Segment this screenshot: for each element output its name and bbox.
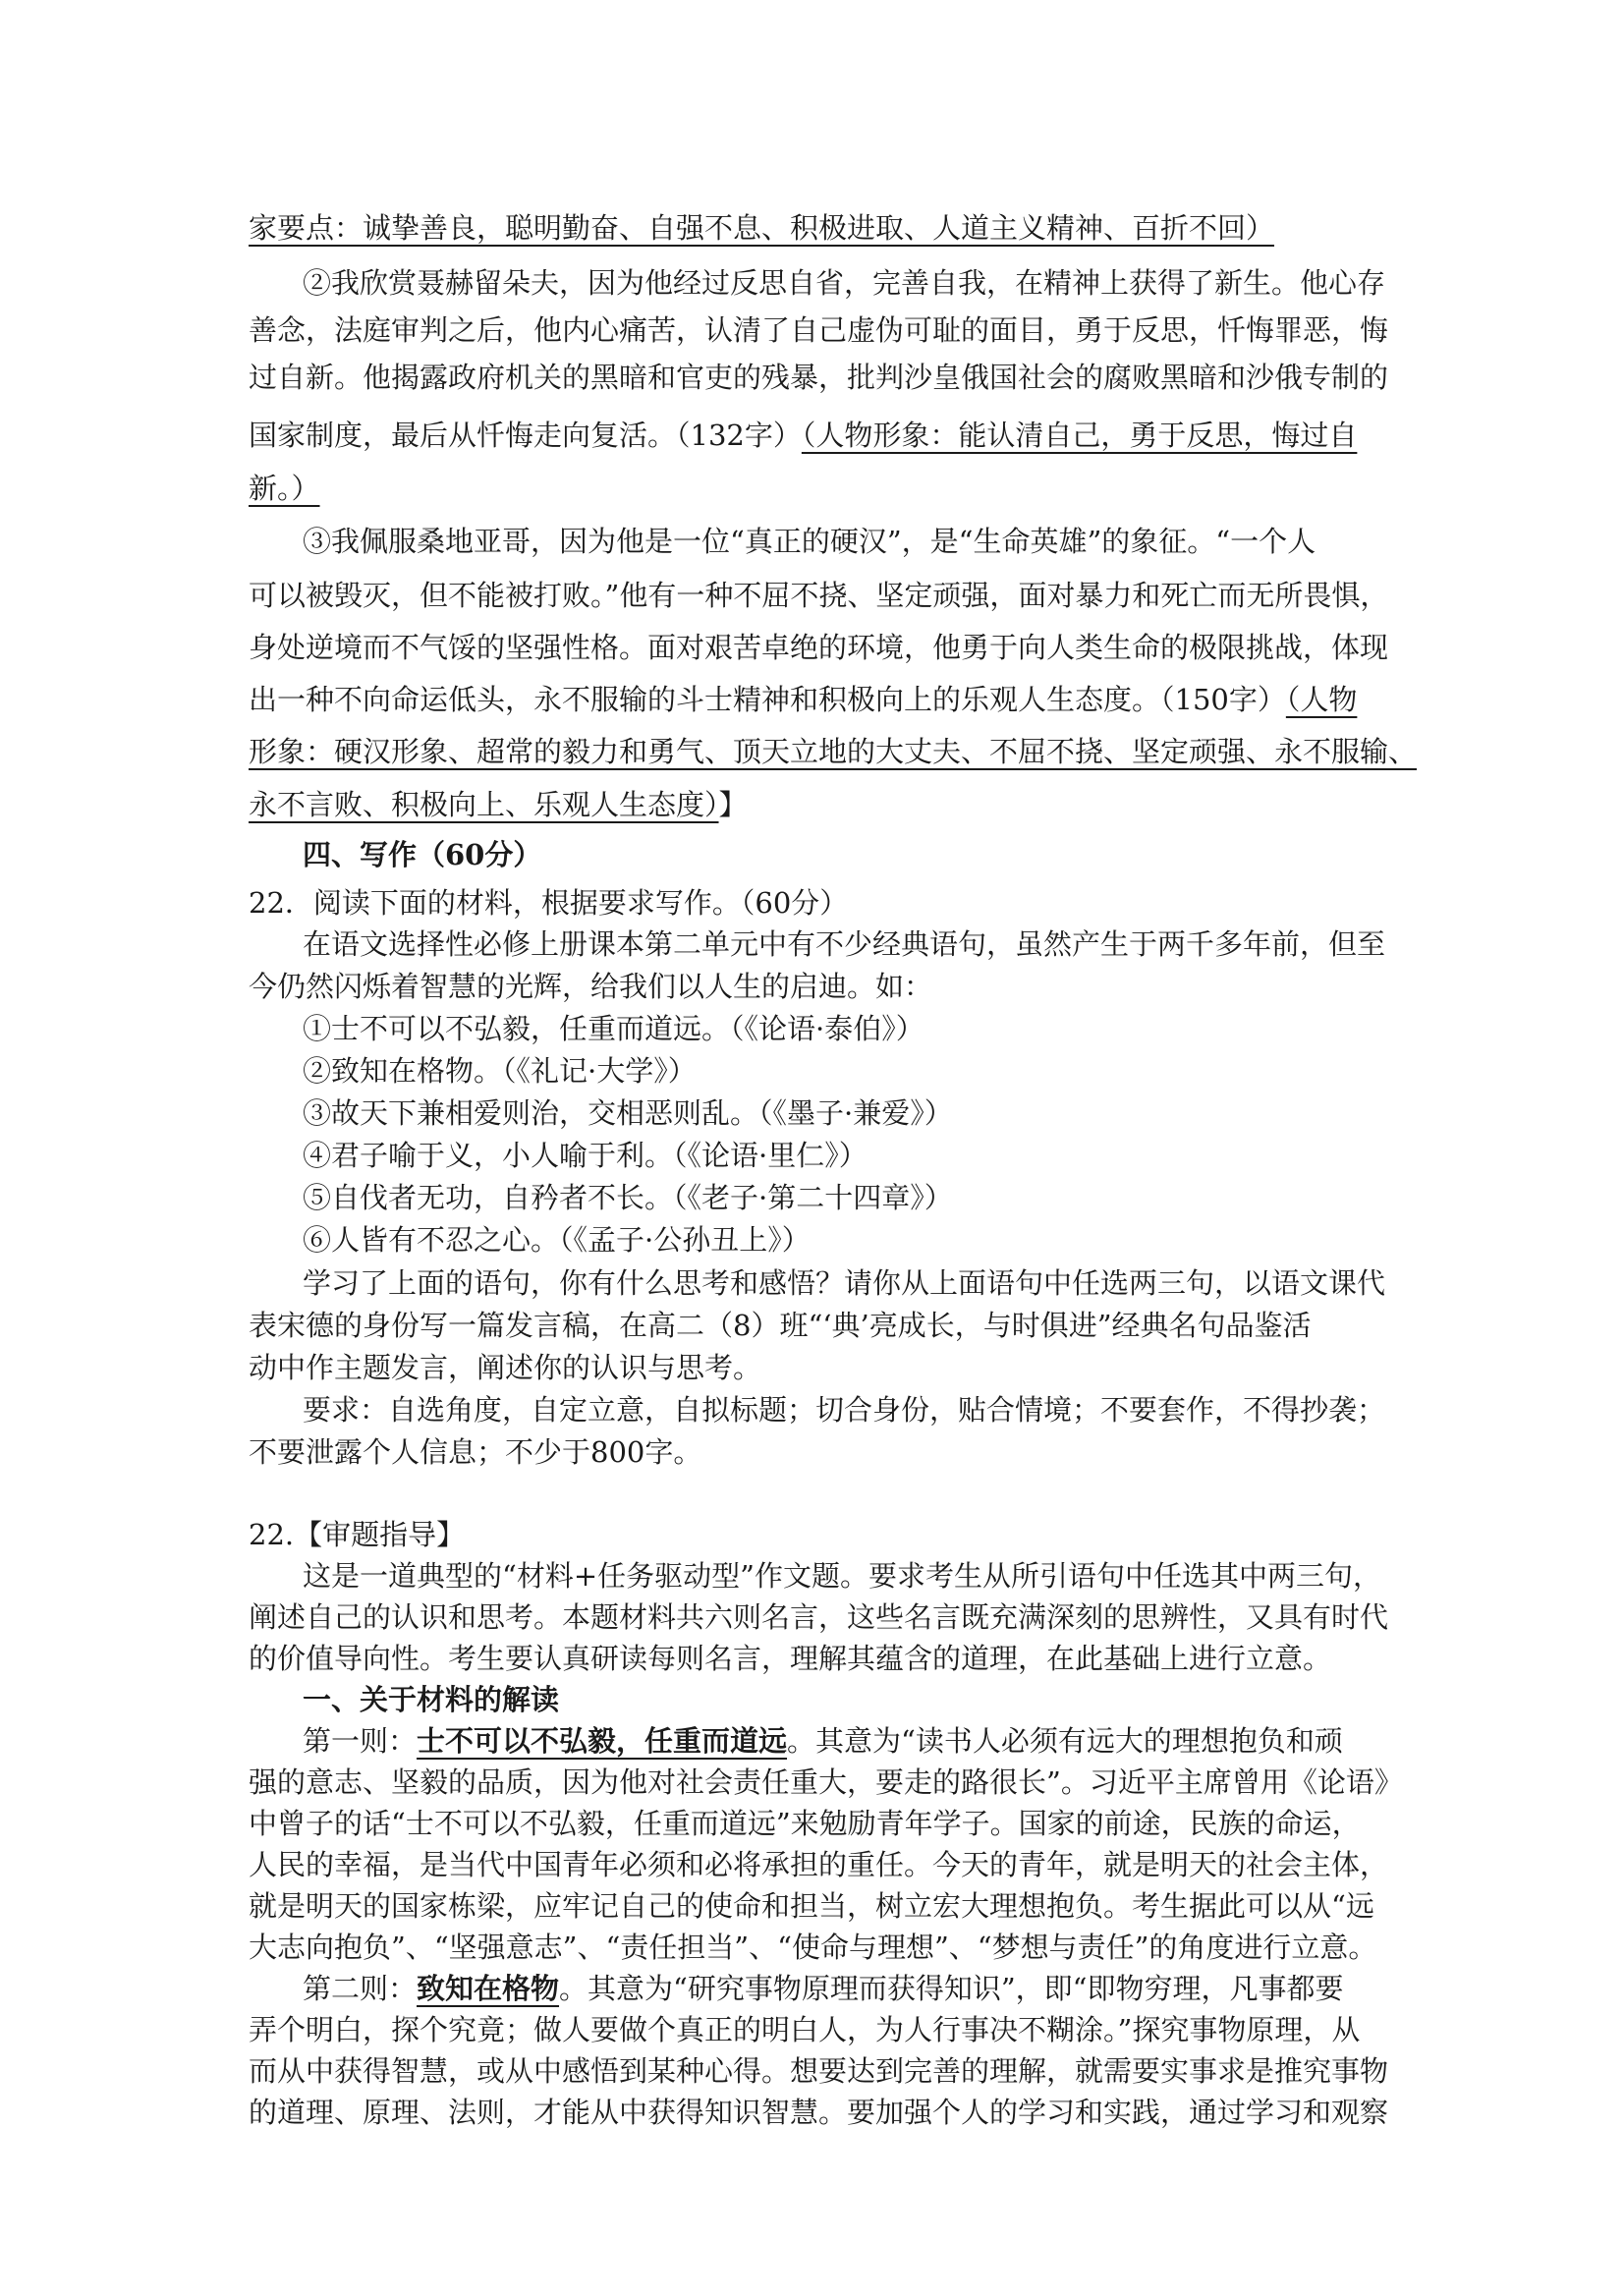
key-phrase: 致知在格物 — [417, 1972, 560, 2005]
underlined-span: （人物 — [1285, 683, 1358, 716]
text-span: 。其意为“研究事物原理而获得知识”，即“即物穷理，凡事都要 — [559, 1972, 1344, 2005]
text-line — [249, 416, 1357, 455]
text-line: 阐述自己的认识和思考。本题材料共六则名言，这些名言既充满深刻的思辨性，又具有时代 — [249, 1600, 1389, 1634]
text-line: 中曾子的话“士不可以不弘毅，任重而道远”来勉励青年学子。国家的前途，民族的命运， — [249, 1807, 1361, 1840]
text-line — [249, 680, 1357, 719]
text-line: 强的意志、坚毅的品质，因为他对社会责任重大，要走的路很长”。习近平主席曾用《论语》 — [249, 1765, 1403, 1799]
text-line: 表宋德的身份写一篇发言稿，在高二（8）班“‘典’亮成长，与时俱进”经典名句品鉴活 — [249, 1309, 1312, 1342]
question-title: 22．阅读下面的材料，根据要求写作。（60分） — [249, 886, 849, 920]
answer-heading: 22.【审题指导】 — [249, 1518, 466, 1551]
text-line: 学习了上面的语句，你有什么思考和感悟？请你从上面语句中任选两三句，以语文课代 — [303, 1266, 1386, 1300]
text-line: 动中作主题发言，阐述你的认识与思考。 — [249, 1351, 762, 1384]
text-line: 的道理、原理、法则，才能从中获得知识智慧。要加强个人的学习和实践，通过学习和观察 — [249, 2096, 1389, 2129]
text-line: 善念，法庭审判之后，他内心痛苦，认清了自己虚伪可耻的面目，勇于反思，忏悔罪恶，悔 — [249, 313, 1389, 347]
text-line: 大志向抱负”、“坚强意志”、“责任担当”、“使命与理想”、“梦想与责任”的角度进行立意。 — [249, 1931, 1377, 1964]
subsection-heading: 一、关于材料的解读 — [303, 1683, 560, 1716]
text-line: 新。） — [249, 472, 320, 505]
text-span: 第二则： — [303, 1972, 418, 2005]
text-line: 弄个明白，探个究竟；做人要做个真正的明白人，为人行事决不糊涂。”探究事物原理，从 — [249, 2013, 1361, 2046]
text-span: 第一则： — [303, 1724, 418, 1758]
text-line: ③我佩服桑地亚哥，因为他是一位“真正的硬汉”，是“生命英雄”的象征。“一个人 — [303, 525, 1316, 558]
text-line — [303, 1969, 1344, 2008]
bracket-end: 】 — [718, 788, 748, 821]
text-line: 要求：自选角度，自定立意，自拟标题；切合身份，贴合情境；不要套作，不得抄袭； — [303, 1393, 1386, 1427]
text-span: 。其意为“读书人必须有远大的理想抱负和顽 — [787, 1724, 1343, 1758]
text-line: 这是一道典型的“材料+任务驱动型”作文题。要求考生从所引语句中任选其中两三句， — [303, 1559, 1381, 1593]
quote-line: ⑤自伐者无功，自矜者不长。（《老子·第二十四章》） — [303, 1181, 953, 1214]
text-line: 就是明天的国家栋梁，应牢记自己的使命和担当，树立宏大理想抱负。考生据此可以从“远 — [249, 1889, 1374, 1923]
text-line — [249, 785, 748, 824]
quote-line: ⑥人皆有不忍之心。（《孟子·公孙丑上》） — [303, 1223, 811, 1257]
text-span: 出一种不向命运低头，永不服输的斗士精神和积极向上的乐观人生态度。（150字） — [249, 683, 1286, 716]
underlined-span: 永不言败、积极向上、乐观人生态度） — [249, 788, 719, 821]
section-heading: 四、写作（60分） — [303, 838, 542, 871]
text-line: 过自新。他揭露政府机关的黑暗和官吏的残暴，批判沙皇俄国社会的腐败黑暗和沙俄专制的 — [249, 361, 1389, 394]
quote-line: ②致知在格物。（《礼记·大学》） — [303, 1054, 697, 1088]
text-line: 今仍然闪烁着智慧的光辉，给我们以人生的启迪。如： — [249, 970, 933, 1003]
text-line: 在语文选择性必修上册课本第二单元中有不少经典语句，虽然产生于两千多年前，但至 — [303, 927, 1386, 961]
text-line: 形象：硬汉形象、超常的毅力和勇气、顶天立地的大丈夫、不屈不挠、坚定顽强、永不服输、 — [249, 735, 1418, 768]
quote-line: ④君子喻于义，小人喻于利。（《论语·里仁》） — [303, 1139, 868, 1172]
text-line: 不要泄露个人信息；不少于800字。 — [249, 1435, 702, 1469]
quote-line: ①士不可以不弘毅，任重而道远。（《论语·泰伯》） — [303, 1012, 924, 1045]
quote-line: ③故天下兼相爱则治，交相恶则乱。（《墨子·兼爱》） — [303, 1096, 953, 1130]
underlined-span: （人物形象：能认清自己，勇于反思，悔过自 — [801, 419, 1358, 452]
text-line: 可以被毁灭，但不能被打败。”他有一种不屈不挠、坚定顽强，面对暴力和死亡而无所畏惧， — [249, 579, 1389, 612]
text-line: 身处逆境而不气馁的坚强性格。面对艰苦卓绝的环境，他勇于向人类生命的极限挑战，体现 — [249, 631, 1389, 664]
text-line: 而从中获得智慧，或从中感悟到某种心得。想要达到完善的理解，就需要实事求是推究事物 — [249, 2054, 1389, 2088]
text-line: 人民的幸福，是当代中国青年必须和必将承担的重任。今天的青年，就是明天的社会主体， — [249, 1848, 1389, 1881]
text-line: ②我欣赏聂赫留朵夫，因为他经过反思自省，完善自我，在精神上获得了新生。他心存 — [303, 266, 1386, 300]
key-phrase: 士不可以不弘毅，任重而道远 — [417, 1724, 788, 1758]
text-span: 国家制度，最后从忏悔走向复活。（132字） — [249, 419, 802, 452]
text-line — [303, 1721, 1343, 1761]
text-line: 家要点：诚挚善良，聪明勤奋、自强不息、积极进取、人道主义精神、百折不回） — [249, 211, 1275, 245]
text-line: 的价值导向性。考生要认真研读每则名言，理解其蕴含的道理，在此基础上进行立意。 — [249, 1642, 1332, 1675]
